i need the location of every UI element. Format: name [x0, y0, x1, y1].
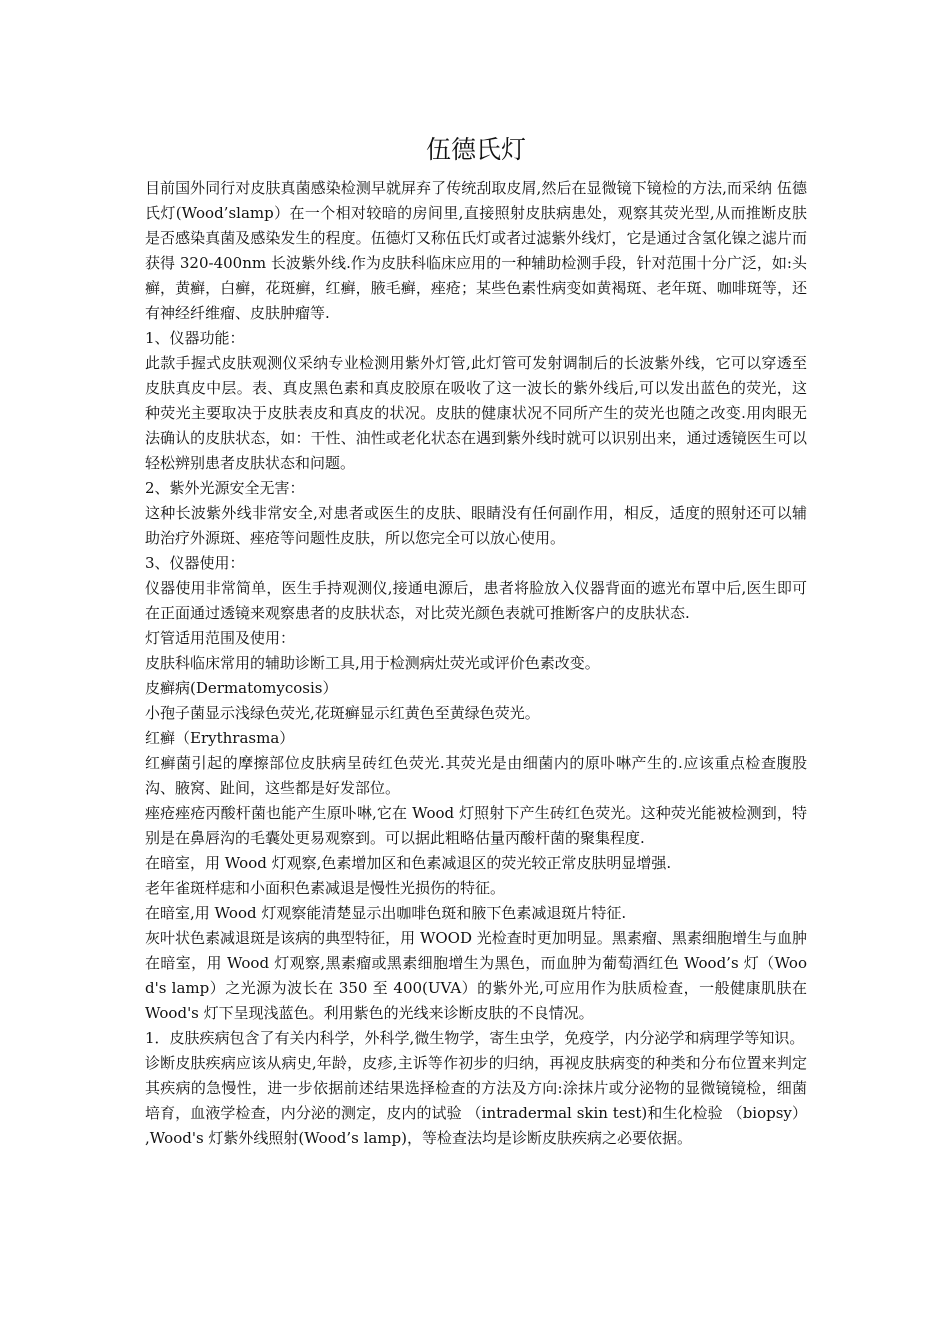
document-title: 伍德氏灯	[425, 135, 526, 164]
paragraph-diagnosis: 诊断皮肤疾病应该从病史,年龄，皮疹,主诉等作初步的归纳，再视皮肤病变的种类和分布位置来判定其疾病的急慢性，进一步依据前述结果选择检查的方法及方向:涂抹片或分泌物的显微镜镜检，细菌培育，血液学检查，内分泌的测定，皮内的试验 （intradermal skin test)和生化检验 （biopsy） ,Wood's 灯紫外线照射(Wood’s lamp)，等检查法均是诊断皮肤疾病之必要依据。	[145, 1054, 807, 1147]
heading-dermatomycosis: 皮癣病(Dermatomycosis）	[145, 679, 338, 697]
heading-instrument-function: 1、仪器功能：	[145, 329, 245, 347]
paragraph-erythrasma: 红癣菌引起的摩擦部位皮肤病呈砖红色荧光.其荧光是由细菌内的原卟啉产生的.应该重点检查腹股沟、腋窝、趾间，这些都是好发部位。	[145, 754, 807, 797]
paragraph-pigment-darkroom: 在暗室，用 Wood 灯观察,色素增加区和色素减退区的荧光较正常皮肤明显增强.	[145, 854, 672, 872]
paragraph-intro: 目前国外同行对皮肤真菌感染检测早就屏弃了传统刮取皮屑,然后在显微镜下镜检的方法,而采纳 伍德氏灯(Wood’slamp）在一个相对较暗的房间里,直接照射皮肤病患处，观察其荧光型,从而推断皮肤是否感染真菌及感染发生的程度。伍德灯又称伍氏灯或者过滤紫外线灯，它是通过含氢化镍之滤片而获得 320-400nm 长波紫外线.作为皮肤科临床应用的一种辅助检测手段，针对范围十分广泛，如:头癣，黄癣，白癣，花斑癣，红癣，腋毛癣，痤疮；某些色素性病变如黄褐斑、老年斑、咖啡斑等，还有神经纤维瘤、皮肤肿瘤等.	[145, 179, 807, 322]
document-content	[145, 131, 807, 1151]
paragraph-uv-safety: 这种长波紫外线非常安全,对患者或医生的皮肤、眼睛没有任何副作用，相反，适度的照射还可以辅助治疗外源斑、痤疮等问题性皮肤，所以您完全可以放心使用。	[145, 504, 807, 547]
paragraph-dermatology-knowledge: 1．皮肤疾病包含了有关内科学，外科学,微生物学，寄生虫学，免疫学，内分泌学和病理学等知识。	[145, 1029, 805, 1047]
heading-instrument-use: 3、仪器使用：	[145, 554, 245, 572]
paragraph-ash-leaf-melanoma: 灰叶状色素减退斑是该病的典型特征，用 WOOD 光检查时更加明显。黑素瘤、黑素细胞增生与血肿在暗室，用 Wood 灯观察,黑素瘤或黑素细胞增生为黑色，而血肿为葡萄酒红色 Wood’s 灯（Wood's lamp）之光源为波长在 350 至 400(UVA）的紫外光,可应用作为肤质检查，一般健康肌肤在 Wood's 灯下呈现浅蓝色。利用紫色的光线来诊断皮肤的不良情况。	[145, 929, 807, 1022]
paragraph-acne: 痤疮痤疮丙酸杆菌也能产生原卟啉,它在 Wood 灯照射下产生砖红色荧光。这种荧光能被检测到，特别是在鼻唇沟的毛囊处更易观察到。可以据此粗略估量丙酸杆菌的聚集程度.	[145, 804, 807, 847]
heading-uv-safety: 2、紫外光源安全无害：	[145, 479, 305, 497]
heading-lamp-scope: 灯管适用范围及使用：	[145, 629, 296, 647]
paragraph-cafe-au-lait: 在暗室,用 Wood 灯观察能清楚显示出咖啡色斑和腋下色素减退斑片特征.	[145, 904, 627, 922]
paragraph-lamp-scope: 皮肤科临床常用的辅助诊断工具,用于检测病灶荧光或评价色素改变。	[145, 654, 600, 672]
paragraph-instrument-function: 此款手握式皮肤观测仪采纳专业检测用紫外灯管,此灯管可发射调制后的长波紫外线，它可以穿透至皮肤真皮中层。表、真皮黑色素和真皮胶原在吸收了这一波长的紫外线后,可以发出蓝色的荧光，这种荧光主要取决于皮肤表皮和真皮的状况。皮肤的健康状况不同所产生的荧光也随之改变.用肉眼无法确认的皮肤状态，如：干性、油性或老化状态在遇到紫外线时就可以识别出来，通过透镜医生可以轻松辨别患者皮肤状态和问题。	[145, 354, 807, 472]
paragraph-dermatomycosis: 小孢子菌显示浅绿色荧光,花斑癣显示红黄色至黄绿色荧光。	[145, 704, 540, 722]
paragraph-instrument-use: 仪器使用非常简单，医生手持观测仪,接通电源后，患者将脸放入仪器背面的遮光布罩中后,医生即可在正面通过透镜来观察患者的皮肤状态，对比荧光颜色表就可推断客户的皮肤状态.	[145, 579, 807, 622]
paragraph-photodamage: 老年雀斑样痣和小面积色素减退是慢性光损伤的特征。	[145, 879, 506, 897]
heading-erythrasma: 红癣（Erythrasma）	[145, 729, 295, 747]
